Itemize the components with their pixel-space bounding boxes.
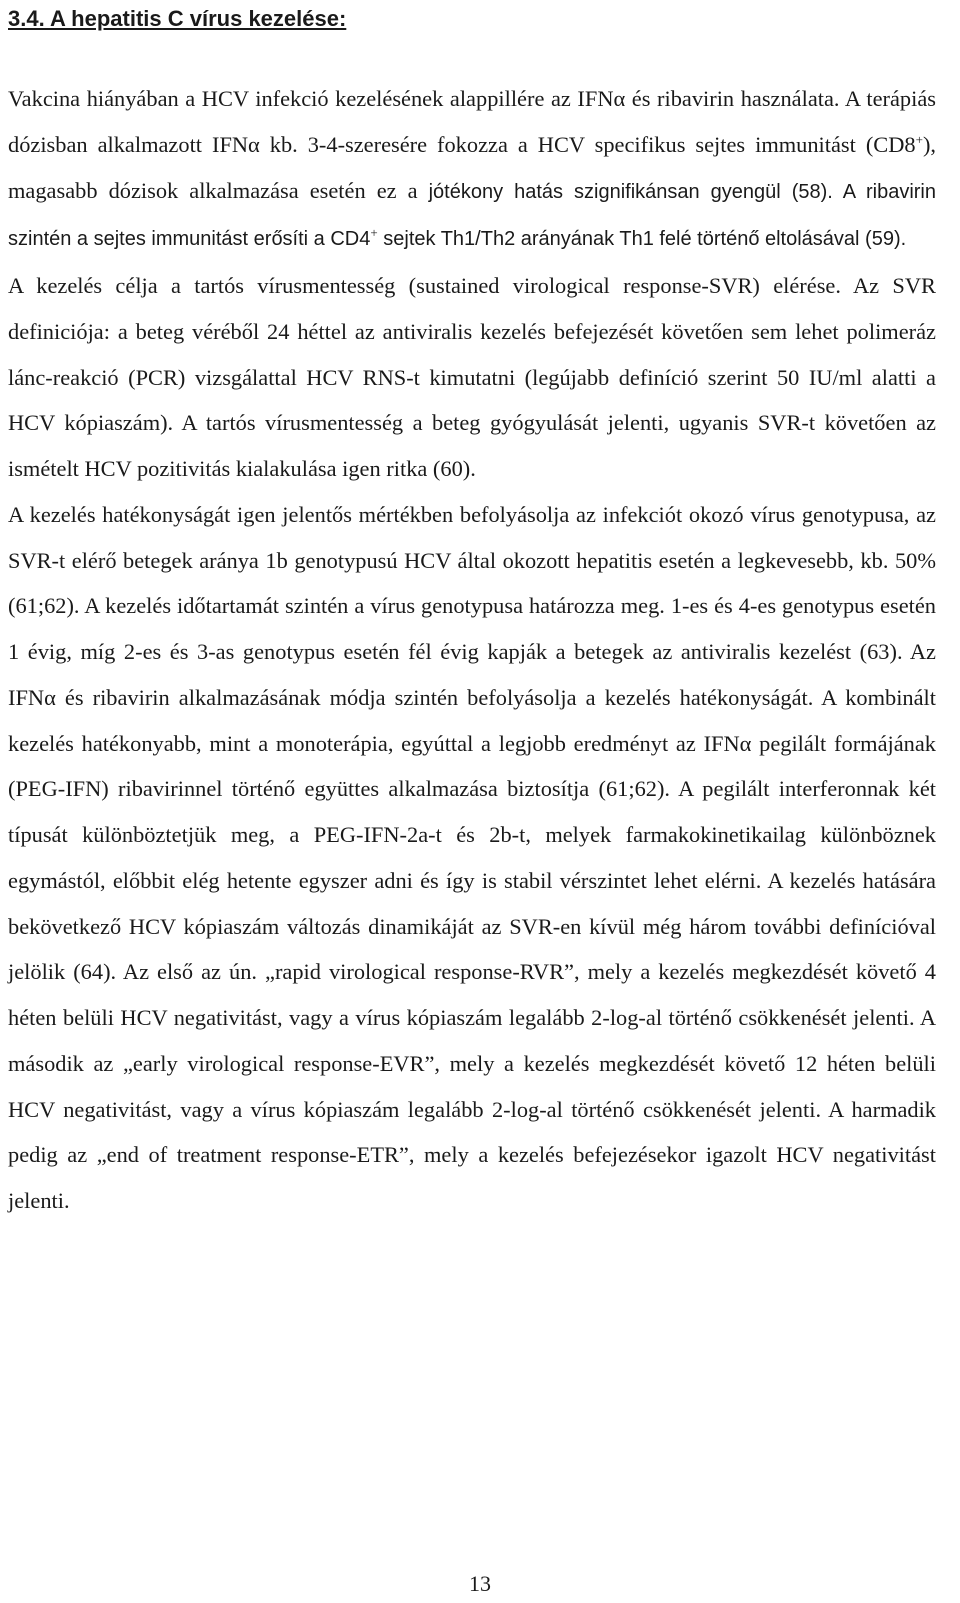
superscript-plus-1: +	[915, 131, 923, 147]
section-heading: 3.4. A hepatitis C vírus kezelése:	[8, 6, 347, 31]
superscript-plus-2: +	[370, 225, 378, 241]
text-run-6: A kezelés hatékonyságát igen jelentős mértékben befolyásolja az infekciót okozó vírus genotypusa, az SVR-t elérő betegek aránya 1b genotypusú HCV által okozott hepatitis esetén a legkevesebb, kb. 50% (61;62). A kezelés időtartamát szintén a vírus genotypusa határozza meg. 1-es és 4-es genotypus esetén 1 évig, míg 2-es és 3-as genotypus esetén fél évig kapják a betegek az antiviralis kezelést (63). Az IFNα és ribavirin alkalmazásának módja szintén befolyásolja a kezelés hatékonyságát. A kombinált kezelés hatékonyabb, mint a monoterápia, egyúttal a legjobb eredményt az IFNα pegilált formájának (PEG-IFN) ribavirinnel történő együttes alkalmazása biztosítja (61;62). A pegilált interferonnak két típusát különböztetjük meg, a PEG-IFN-2a-t és 2b-t, melyek farmakokinetikailag különböznek egymástól, előbbit elég hetente egyszer adni és így is stabil vérszintet lehet elérni. A kezelés hatására bekövetkező HCV kópiaszám változás dinamikáját az SVR-en kívül még három további definícióval jelölik (64). Az első az ún. „rapid virological response-RVR”, mely a kezelés megkezdését követő 4 héten belüli HCV negativitást, vagy a vírus kópiaszám legalább 2-log-al történő csökkenését jelenti. A második az „early virological response-EVR”, mely a kezelés megkezdését követő 12 héten belüli HCV negativitást, vagy a vírus kópiaszám legalább 2-log-al történő csökkenését jelenti. A harmadik pedig az „end of treatment response-ETR”, mely a kezelés befejezésekor igazolt HCV negativitást jelenti.	[8, 501, 936, 1213]
page-number: 13	[469, 1571, 491, 1596]
text-run-1: Vakcina hiányában a HCV infekció kezelésének alappillére az IFNα és ribavirin használata. A terápiás dózisban alkalmazott IFNα kb. 3-4-szeresére fokozza a HCV specifikus sejtes immunitást (CD8	[8, 86, 936, 157]
text-run-3: jótékony hatás szignifikánsan gyengül (58). A ribavirin szintén a sejtes immunitást erősíti a CD4	[8, 180, 936, 251]
text-run-4: sejtek Th1/Th2 arányának Th1 felé történő eltolásával (59).	[377, 228, 907, 251]
body-text	[8, 76, 936, 1224]
text-run-2: ), magasabb dózisok alkalmazása esetén ez a	[8, 131, 936, 203]
text-run-5: A kezelés célja a tartós vírusmentesség (sustained virological response-SVR) elérése. Az SVR definiciója: a beteg véréből 24 héttel az antiviralis kezelés befejezését követően sem lehet polimeráz lánc-reakció (PCR) vizsgálattal HCV RNS-t kimutatni (legújabb definíció szerint 50 IU/ml alatti a HCV kópiaszám). A tartós vírusmentesség a beteg gyógyulását jelenti, ugyanis SVR-t követően az ismételt HCV pozitivitás kialakulása igen ritka (60).	[8, 273, 936, 481]
